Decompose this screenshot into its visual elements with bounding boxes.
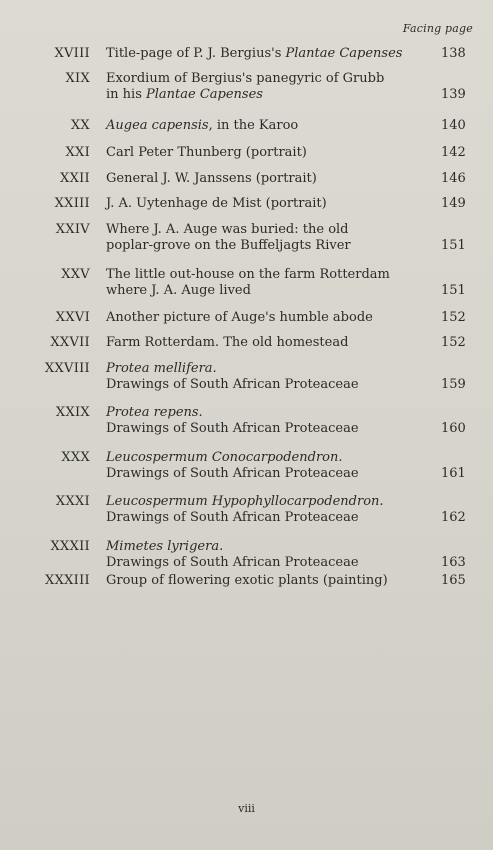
plate-numeral: XXXI [55,494,90,509]
plate-numeral: XXIV [55,222,90,237]
text: Drawings of South African Proteaceae [106,377,359,392]
plate-numeral: XXI [65,145,90,160]
plate-description [106,361,426,393]
description-line [106,196,426,212]
facing-page-number: 163 [441,555,466,570]
description-line [106,46,426,62]
page-folio: viii [238,802,255,815]
plate-numeral: XXX [61,450,90,465]
text: The little out-house on the farm Rotterdam [106,267,390,282]
facing-page-number: 138 [441,46,466,61]
description-line [106,361,426,377]
description-line [106,421,426,437]
description-line [106,222,426,238]
description-line [106,118,426,134]
plate-description [106,118,426,134]
plate-description [106,71,426,103]
plate-description [106,171,426,187]
plate-description [106,310,426,326]
plate-numeral: XXXIII [45,573,90,588]
plate-numeral: XVIII [54,46,90,61]
plate-numeral: XXVIII [44,361,90,376]
description-line [106,267,426,283]
facing-page-number: 139 [441,87,466,102]
text: Where J. A. Auge was buried: the old [106,222,349,237]
text: in his [106,87,146,102]
description-line [106,377,426,393]
facing-page-number: 160 [441,421,466,436]
text: Another picture of Auge's humble abode [106,310,373,325]
facing-page-number: 146 [441,171,466,186]
italic-text: Leucospermum Conocarpodendron. [106,450,343,465]
plate-numeral: XXV [61,267,90,282]
description-line [106,494,426,510]
plate-description [106,450,426,482]
text: Exordium of Bergius's panegyric of Grubb [106,71,385,86]
description-line [106,71,426,87]
text: Farm Rotterdam. The old homestead [106,335,349,350]
facing-page-number: 159 [441,377,466,392]
text: Title-page of P. J. Bergius's [106,46,286,61]
description-line [106,171,426,187]
italic-text: Protea repens. [106,405,203,420]
plate-description [106,145,426,161]
italic-text: Plantae Capenses [285,46,403,61]
facing-page-number: 161 [441,466,466,481]
italic-text: Leucospermum Hypophyllocarpodendron. [106,494,384,509]
facing-page-number: 149 [441,196,466,211]
text: where J. A. Auge lived [106,283,251,298]
facing-page-number: 142 [441,145,466,160]
plate-description [106,494,426,526]
facing-page-number: 152 [441,335,466,350]
description-line [106,405,426,421]
text: Group of flowering exotic plants (painting) [106,573,388,588]
text: , in the Karoo [208,118,299,133]
plate-description [106,335,426,351]
description-line [106,145,426,161]
plate-numeral: XIX [65,71,90,86]
plate-description [106,539,426,571]
plate-numeral: XXIX [55,405,90,420]
text: Drawings of South African Proteaceae [106,510,359,525]
description-line [106,87,426,103]
plate-numeral: XXXII [50,539,90,554]
plate-numeral: XXIII [54,196,90,211]
plate-numeral: XX [70,118,90,133]
italic-text: Protea mellifera. [106,361,217,376]
text: Carl Peter Thunberg (portrait) [106,145,307,160]
text: Drawings of South African Proteaceae [106,555,359,570]
text: Drawings of South African Proteaceae [106,421,359,436]
description-line [106,573,426,589]
plate-description [106,573,426,589]
text: Drawings of South African Proteaceae [106,466,359,481]
facing-page-number: 165 [441,573,466,588]
text: General J. W. Janssens (portrait) [106,171,317,186]
description-line [106,466,426,482]
plate-description [106,222,426,254]
facing-page-number: 162 [441,510,466,525]
description-line [106,238,426,254]
italic-text: Mimetes lyrigera. [106,539,224,554]
facing-page-number: 140 [441,118,466,133]
description-line [106,450,426,466]
description-line [106,283,426,299]
description-line [106,310,426,326]
description-line [106,510,426,526]
plate-description [106,46,426,62]
facing-page-number: 151 [441,283,466,298]
facing-page-number: 151 [441,238,466,253]
facing-page-heading: Facing page [402,22,473,35]
plate-numeral: XXII [60,171,90,186]
description-line [106,555,426,571]
text: poplar-grove on the Buffeljagts River [106,238,351,253]
plate-description [106,196,426,212]
plate-numeral: XXVI [55,310,90,325]
facing-page-number: 152 [441,310,466,325]
plate-numeral: XXVII [50,335,90,350]
text: J. A. Uytenhage de Mist (portrait) [106,196,327,211]
plate-description [106,405,426,437]
description-line [106,539,426,555]
italic-text: Augea capensis [106,118,209,133]
italic-text: Plantae Capenses [146,87,263,102]
description-line [106,335,426,351]
plate-description [106,267,426,299]
